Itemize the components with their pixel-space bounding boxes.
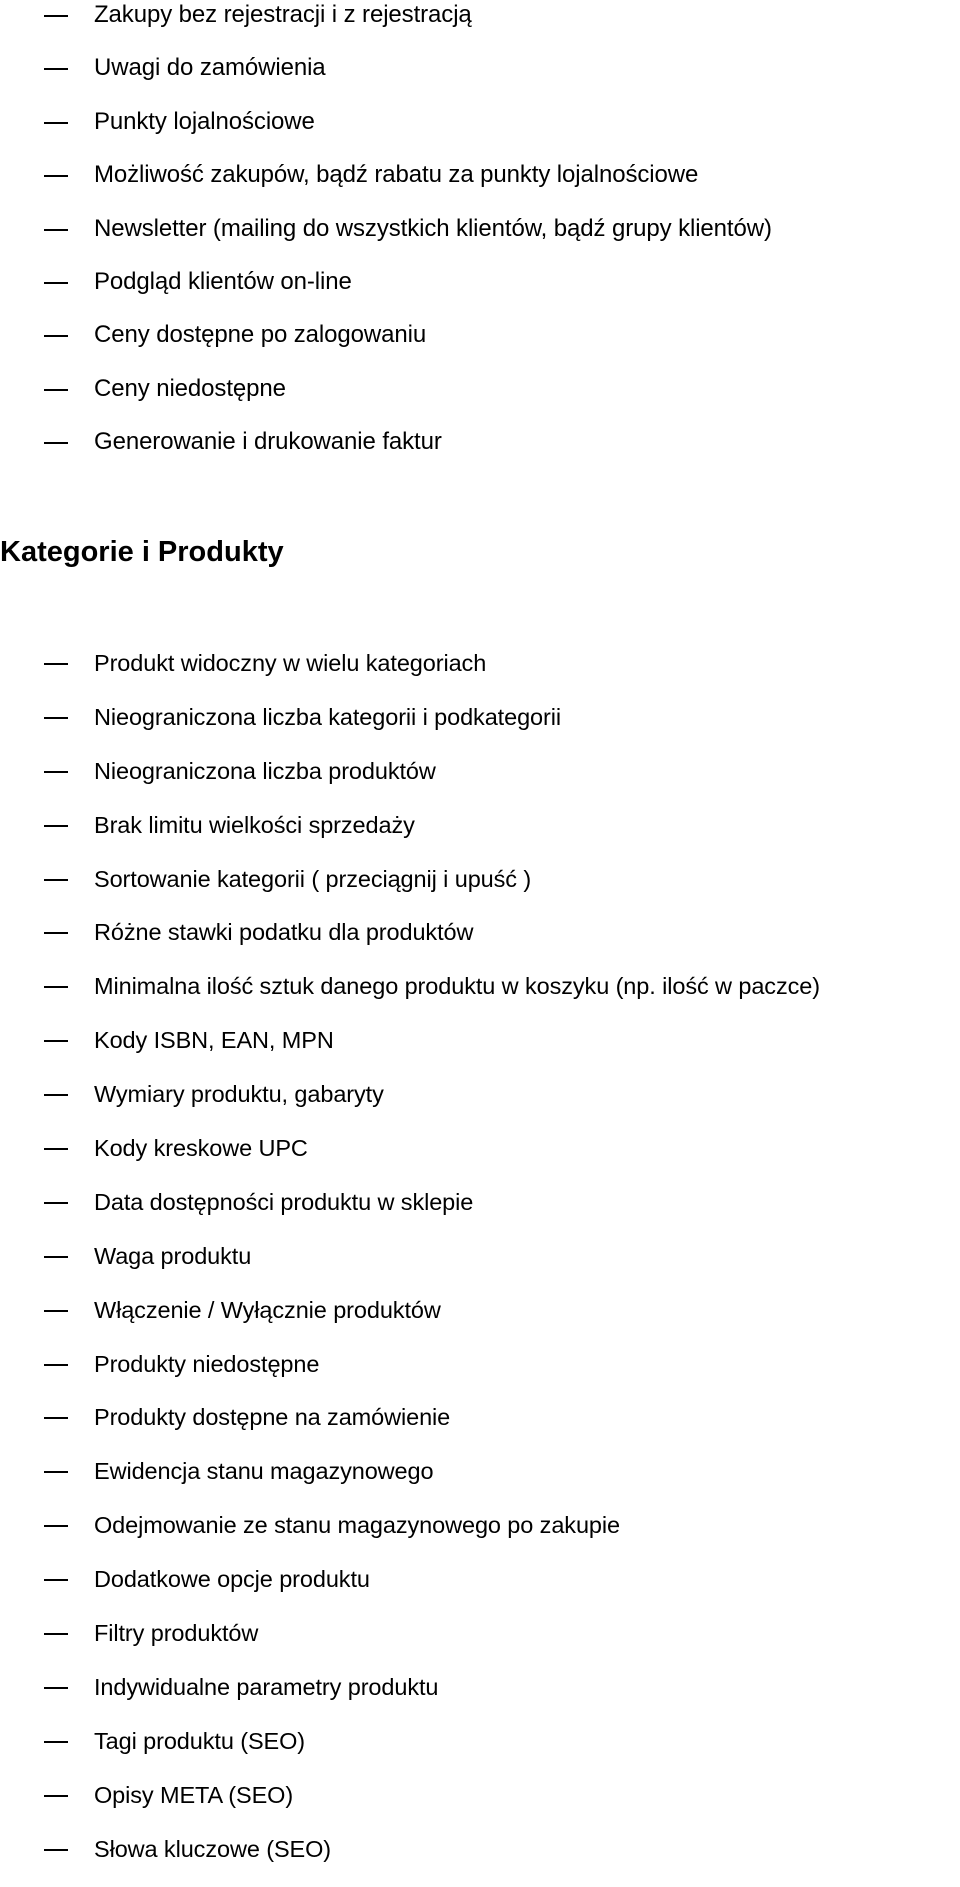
feature-list-products	[0, 648, 960, 1887]
list-item	[0, 1402, 960, 1456]
list-item-text: Data dostępności produktu w sklepie	[94, 1188, 474, 1215]
list-item	[0, 1564, 960, 1618]
list-item-text: Ceny dostępne po zalogowaniu	[94, 321, 427, 349]
list-item	[0, 1780, 960, 1834]
dash-bullet	[44, 825, 68, 827]
dash-bullet	[44, 282, 68, 284]
list-item-text: Nieograniczona liczba produktów	[94, 757, 436, 784]
list-item	[0, 107, 960, 160]
dash-bullet	[44, 1202, 68, 1204]
dash-bullet	[44, 1741, 68, 1743]
list-item-text: Słowa kluczowe (SEO)	[94, 1835, 331, 1862]
dash-bullet	[44, 335, 68, 337]
list-item-text: Filtry produktów	[94, 1620, 259, 1647]
list-item-text: Ewidencja stanu magazynowego	[94, 1458, 434, 1485]
list-item	[0, 1295, 960, 1349]
dash-bullet	[44, 717, 68, 719]
list-item	[0, 1726, 960, 1780]
list-item	[0, 267, 960, 320]
dash-bullet	[44, 68, 68, 70]
list-item	[0, 917, 960, 971]
list-item-text: Waga produktu	[94, 1242, 252, 1269]
dash-bullet	[44, 1094, 68, 1096]
list-item	[0, 1187, 960, 1241]
list-item	[0, 1025, 960, 1079]
list-item-text: Różne stawki podatku dla produktów	[94, 919, 474, 946]
dash-bullet	[44, 15, 68, 17]
dash-bullet	[44, 1471, 68, 1473]
list-item-text: Punkty lojalnościowe	[94, 107, 315, 135]
list-item	[0, 756, 960, 810]
list-item	[0, 427, 960, 480]
list-item	[0, 1672, 960, 1726]
dash-bullet	[44, 229, 68, 231]
list-item-text: Kody ISBN, EAN, MPN	[94, 1027, 334, 1054]
list-item	[0, 1079, 960, 1133]
list-item-text: Brak limitu wielkości sprzedaży	[94, 811, 415, 838]
dash-bullet	[44, 932, 68, 934]
dash-bullet	[44, 1633, 68, 1635]
list-item-text: Produkt widoczny w wielu kategoriach	[94, 650, 487, 676]
list-item-text: Uwagi do zamówienia	[94, 54, 326, 82]
list-item	[0, 1618, 960, 1672]
dash-bullet	[44, 771, 68, 773]
list-item-text: Ceny niedostępne	[94, 374, 286, 402]
dash-bullet	[44, 986, 68, 988]
list-item	[0, 1510, 960, 1564]
list-item-text: Produkty dostępne na zamówienie	[94, 1404, 451, 1431]
dash-bullet	[44, 879, 68, 881]
list-item	[0, 1456, 960, 1510]
list-item-text: Newsletter (mailing do wszystkich klientów, bądź grupy klientów)	[94, 214, 772, 242]
list-item	[0, 320, 960, 373]
dash-bullet	[44, 663, 68, 665]
list-item	[0, 374, 960, 427]
list-item	[0, 1349, 960, 1403]
list-item-text: Dodatkowe opcje produktu	[94, 1566, 370, 1593]
list-item	[0, 160, 960, 213]
dash-bullet	[44, 389, 68, 391]
dash-bullet	[44, 1525, 68, 1527]
list-item-text: Sortowanie kategorii ( przeciągnij i upuść )	[94, 865, 532, 892]
list-item-text: Możliwość zakupów, bądź rabatu za punkty lojalnościowe	[94, 161, 699, 189]
list-item	[0, 0, 960, 53]
list-item	[0, 53, 960, 106]
list-item-text: Minimalna ilość sztuk danego produktu w koszyku (np. ilość w paczce)	[94, 973, 820, 1000]
dash-bullet	[44, 1849, 68, 1851]
dash-bullet	[44, 1579, 68, 1581]
list-item-text: Podgląd klientów on-line	[94, 267, 352, 295]
list-item-text: Wymiary produktu, gabaryty	[94, 1081, 384, 1108]
dash-bullet	[44, 175, 68, 177]
dash-bullet	[44, 1256, 68, 1258]
list-item-text: Tagi produktu (SEO)	[94, 1727, 306, 1754]
list-item	[0, 214, 960, 267]
dash-bullet	[44, 122, 68, 124]
dash-bullet	[44, 1417, 68, 1419]
list-item-text: Nieograniczona liczba kategorii i podkategorii	[94, 703, 561, 730]
dash-bullet	[44, 442, 68, 444]
list-item-text: Produkty niedostępne	[94, 1350, 320, 1377]
dash-bullet	[44, 1310, 68, 1312]
dash-bullet	[44, 1795, 68, 1797]
section-heading: Kategorie i Produkty	[0, 536, 284, 568]
dash-bullet	[44, 1364, 68, 1366]
list-item	[0, 702, 960, 756]
list-item	[0, 971, 960, 1025]
dash-bullet	[44, 1687, 68, 1689]
list-item-text: Generowanie i drukowanie faktur	[94, 428, 442, 456]
list-item-text: Włączenie / Wyłącznie produktów	[94, 1296, 441, 1323]
list-item	[0, 810, 960, 864]
list-item-text: Zakupy bez rejestracji i z rejestracją	[94, 1, 472, 28]
feature-list-orders	[0, 0, 960, 481]
list-item-text: Kody kreskowe UPC	[94, 1135, 308, 1162]
dash-bullet	[44, 1148, 68, 1150]
list-item	[0, 1133, 960, 1187]
dash-bullet	[44, 1040, 68, 1042]
list-item-text: Indywidualne parametry produktu	[94, 1673, 439, 1700]
list-item-text: Opisy META (SEO)	[94, 1781, 294, 1808]
list-item	[0, 864, 960, 918]
list-item	[0, 648, 960, 702]
list-item	[0, 1241, 960, 1295]
list-item-text: Odejmowanie ze stanu magazynowego po zakupie	[94, 1512, 620, 1539]
